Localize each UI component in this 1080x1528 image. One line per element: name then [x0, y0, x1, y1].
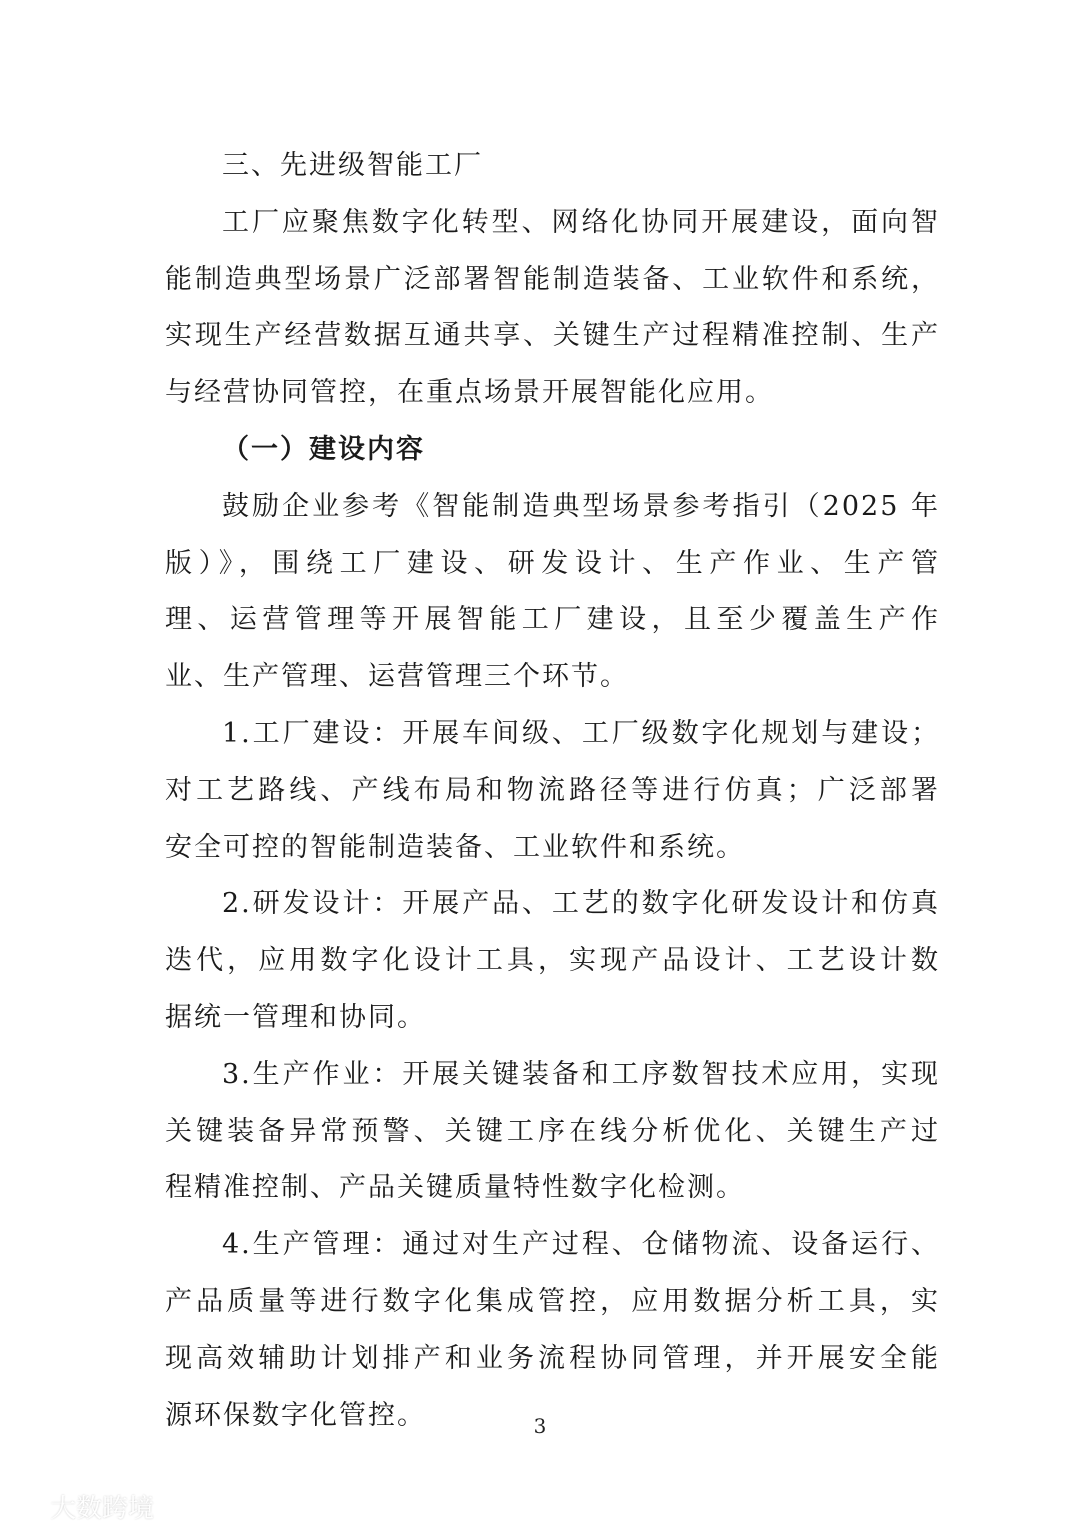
paragraph-line: 实现生产经营数据互通共享、关键生产过程精准控制、生产: [165, 320, 940, 352]
paragraph-line: 业、生产管理、运营管理三个环节。: [165, 661, 629, 693]
paragraph-line: 对工艺路线、产线布局和物流路径等进行仿真；广泛部署: [165, 774, 940, 806]
content-paragraph: [165, 479, 940, 706]
item-production-management: [165, 1217, 940, 1444]
paragraph-line: 与经营协同管控，在重点场景开展智能化应用。: [165, 377, 774, 409]
paragraph-line: 程精准控制、产品关键质量特性数字化检测。: [165, 1172, 745, 1204]
paragraph-line: 现高效辅助计划排产和业务流程协同管理，并开展安全能: [165, 1342, 940, 1374]
item-production-operation: [165, 1047, 940, 1217]
item-rd-design: [165, 876, 940, 1046]
paragraph-line: 3.生产作业：开展关键装备和工序数智技术应用，实现: [222, 1058, 940, 1090]
paragraph-line: 源环保数字化管控。: [165, 1399, 426, 1431]
document-body: [165, 138, 940, 1444]
paragraph-line: 迭代，应用数字化设计工具，实现产品设计、工艺设计数: [165, 945, 940, 977]
paragraph-line: 2.研发设计：开展产品、工艺的数字化研发设计和仿真: [222, 888, 940, 920]
watermark-text: 大数跨境: [50, 1494, 155, 1524]
paragraph-line: 关键装备异常预警、关键工序在线分析优化、关键生产过: [165, 1115, 940, 1147]
subsection-heading: （一）建设内容: [222, 433, 425, 465]
paragraph-line: 1.工厂建设：开展车间级、工厂级数字化规划与建设；: [222, 717, 940, 749]
section-heading: 三、先进级智能工厂: [222, 150, 483, 181]
paragraph-line: 版）》，围绕工厂建设、研发设计、生产作业、生产管: [165, 547, 940, 579]
paragraph-line: 据统一管理和协同。: [165, 1001, 426, 1033]
paragraph-line: 能制造典型场景广泛部署智能制造装备、工业软件和系统，: [165, 263, 940, 295]
paragraph-line: 理、运营管理等开展智能工厂建设，且至少覆盖生产作: [165, 604, 940, 636]
item-factory-construction: [165, 706, 940, 876]
paragraph-line: 安全可控的智能制造装备、工业软件和系统。: [165, 831, 745, 863]
page-number: 3: [533, 1414, 547, 1438]
paragraph-line: 4.生产管理：通过对生产过程、仓储物流、设备运行、: [222, 1229, 940, 1261]
paragraph-line: 工厂应聚焦数字化转型、网络化协同开展建设，面向智: [222, 206, 940, 238]
weibo-icon: [10, 1493, 44, 1521]
paragraph-line: 产品质量等进行数字化集成管控，应用数据分析工具，实: [165, 1285, 940, 1317]
paragraph-line: 鼓励企业参考《智能制造典型场景参考指引（2025 年: [222, 490, 940, 522]
intro-paragraph: [165, 195, 940, 422]
watermark: [10, 1488, 154, 1525]
